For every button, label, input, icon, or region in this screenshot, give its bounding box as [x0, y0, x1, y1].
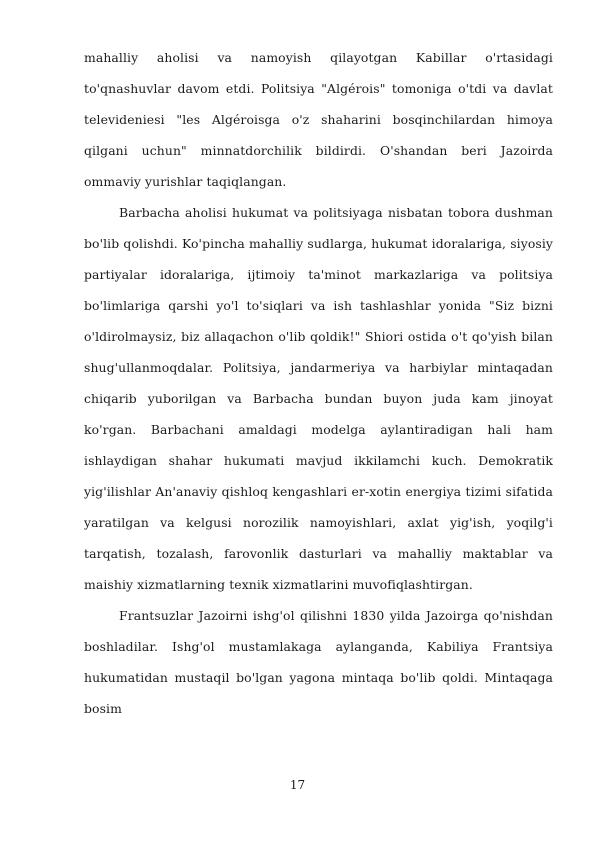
paragraph-3: Frantsuzlar Jazoirni ishg'ol qilishni 1830 yilda Jazoirga qo'nishdan boshladilar. Ishg'ol mustamlakaga aylanganda, Kabiliya Frantsiya hukumatidan mustaqil bo'lgan yagona mintaqa bo'lib qoldi. Mintaqaga bosim	[84, 608, 553, 716]
page-number: 17	[289, 778, 306, 792]
paragraph-2: Barbacha aholisi hukumat va politsiyaga nisbatan tobora dushman bo'lib qolishdi. Ko'pincha mahalliy sudlarga, hukumat idoralariga, siyosiy partiyalar idoralariga, ijtimoiy ta'minot markazlariga va politsiya bo'limlariga qarshi yo'l to'siqlari va ish tashlashlar yonida "Siz bizni o'ldirolmaysiz, biz allaqachon o'lib qoldik!" Shiori ostida o't qo'yish bilan shug'ullanmoqdalar. Politsiya, jandarmeriya va harbiylar mintaqadan chiqarib yuborilgan va Barbacha bundan buyon juda kam jinoyat ko'rgan. Barbachani amaldagi modelga aylantiradigan hali ham ishlaydigan shahar hukumati mavjud ikkilamchi kuch. Demokratik yig'ilishlar An'anaviy qishloq kengashlari er-xotin energiya tizimi sifatida yaratilgan va kelgusi norozilik namoyishlari, axlat yig'ish, yoqilg'i tarqatish, tozalash, farovonlik dasturlari va mahalliy maktablar va maishiy xizmatlarning texnik xizmatlarini muvofiqlashtirgan.	[84, 205, 553, 592]
paragraph-1: mahalliy aholisi va namoyish qilayotgan Kabillar o'rtasidagi to'qnashuvlar davom etdi. Politsiya "Algérois" tomoniga o'tdi va davlat televideniesi "les Algéroisga o'z shaharini bosqinchilardan himoya qilgani uchun" minnatdorchilik bildirdi. O'shandan beri Jazoirda ommaviy yurishlar taqiqlangan.	[84, 50, 553, 189]
document-body	[84, 42, 553, 724]
